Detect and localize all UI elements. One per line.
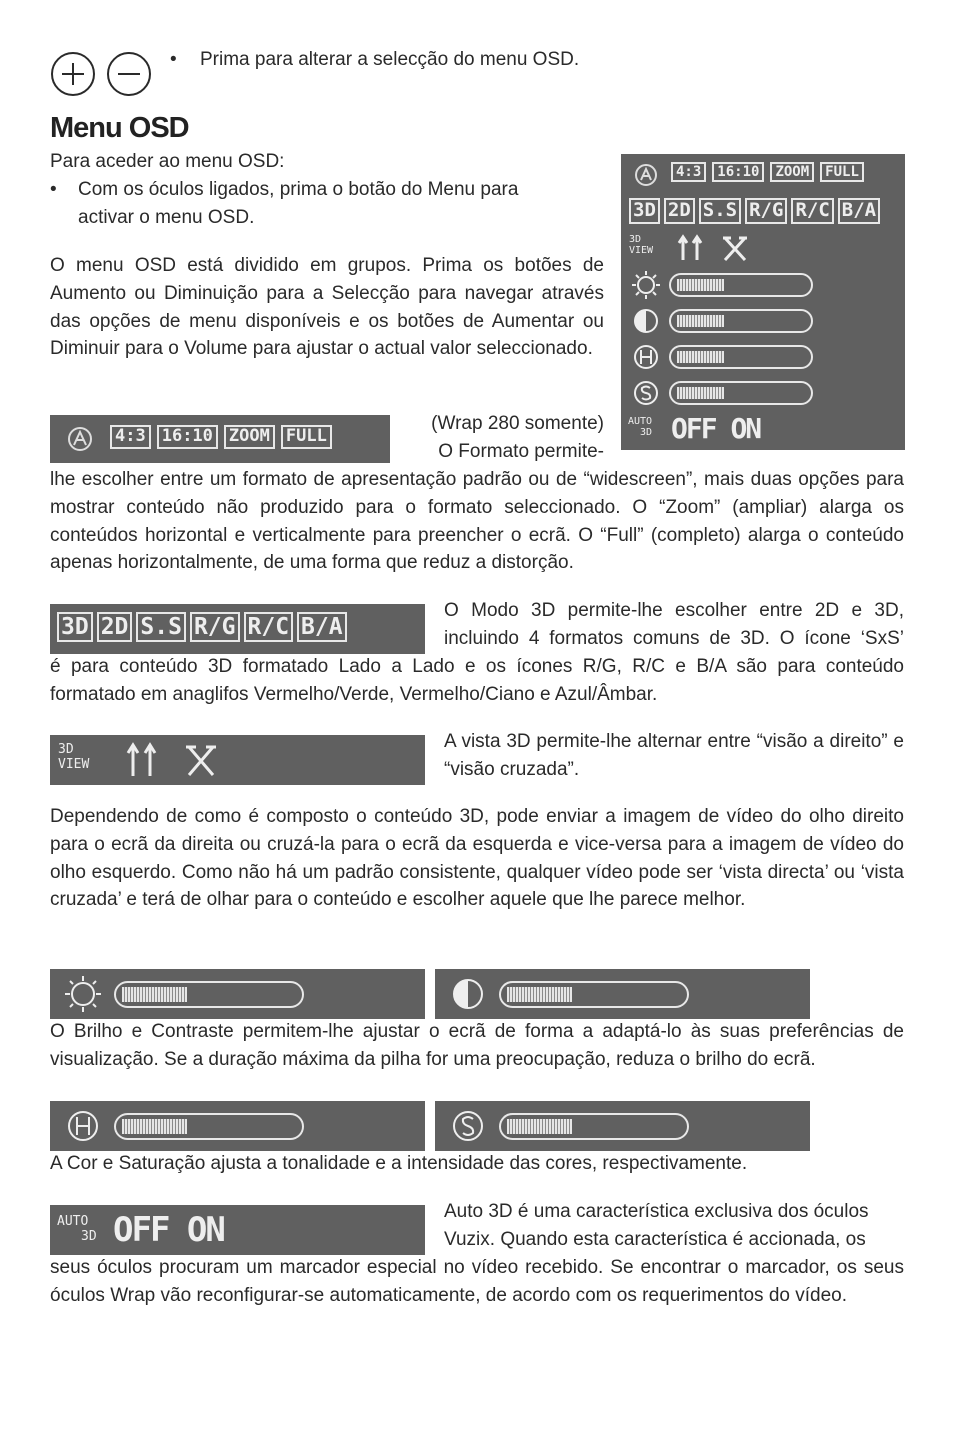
color-paragraph: A Cor e Saturação ajusta a tonalidade e a intensidade das cores, respectivamente. — [50, 1153, 748, 1174]
on-option[interactable]: ON — [186, 1210, 224, 1250]
saturation-fill — [677, 387, 724, 399]
view-strip — [50, 735, 425, 785]
saturation-bar[interactable] — [669, 381, 813, 405]
hue-bar[interactable] — [669, 345, 813, 369]
direct-view-icon — [677, 234, 705, 262]
auto3d-label: AUTO 3D — [57, 1214, 97, 1244]
plus-circle-icon — [51, 52, 95, 96]
contrast-bar[interactable] — [669, 309, 813, 333]
mode-paragraph: é para conteúdo 3D formatado Lado a Lado e os ícones R/G, R/C e B/A são para conteúdo formatado em anaglifos Vermelho/Verde, Vermelho/Ciano e Azul/Âmbar. — [50, 656, 904, 705]
cross-view-icon — [721, 234, 749, 262]
intro-bullet-text: Com os óculos ligados, prima o botão do Menu para activar o menu OSD. — [78, 179, 519, 228]
auto3d-options — [113, 1210, 224, 1250]
auto3d-line2: Vuzix. Quando esta característica é accionada, os — [444, 1229, 866, 1250]
brightness-bar[interactable] — [669, 273, 813, 297]
hue-fill — [122, 1119, 187, 1134]
saturation-strip — [435, 1101, 810, 1151]
depend-paragraph: Dependendo de como é composto o conteúdo 3D, pode enviar a imagem de vídeo do olho direito para o ecrã da direita ou cruzá-la para o ecrã da esquerda e vice-versa para a imagem de vídeo do olho esquerdo. Como não há um padrão consistente, qualquer vídeo pode ser ‘vista directa’ ou ‘vista cruzada’ e terá de olhar para o conteúdo e escolher aquele que lhe parece melhor. — [50, 806, 904, 911]
contrast-icon — [632, 307, 660, 335]
hue-strip — [50, 1101, 425, 1151]
contrast-fill — [677, 315, 724, 327]
brightness-bar[interactable] — [114, 981, 304, 1008]
format-options-row: 4:3 16:10 ZOOM FULL — [110, 425, 332, 449]
auto3d-paragraph: seus óculos procuram um marcador especial no vídeo recebido. Se encontrar o marcador, os seus óculos Wrap vão reconfigurar-se automaticamente, de acordo com os requerimentos do vídeo. — [50, 1257, 904, 1306]
saturation-bar[interactable] — [499, 1113, 689, 1140]
brightness-paragraph: O Brilho e Contraste permitem-lhe ajustar o ecrã de forma a adaptá-lo às suas preferências de visualização. Se a duração máxima da pilha for uma preocupação, reduza o brilho do ecrã. — [50, 1021, 904, 1070]
aspect-icon — [633, 162, 659, 188]
intro-line: Para aceder ao menu OSD: — [50, 151, 285, 172]
page-title: Menu OSD — [50, 112, 189, 144]
mode-strip — [50, 604, 425, 654]
auto3d-label: AUTO 3D — [628, 416, 653, 438]
bullet-dot: • — [50, 179, 57, 200]
auto3d-strip — [50, 1205, 425, 1255]
mode-line1: O Modo 3D permite-lhe escolher entre 2D e 3D, — [444, 600, 904, 621]
auto3d-line1: Auto 3D é uma característica exclusiva dos óculos — [444, 1201, 869, 1222]
direct-view-icon — [126, 742, 160, 778]
saturation-fill — [507, 1119, 572, 1134]
off-option[interactable]: OFF — [671, 412, 716, 445]
contrast-strip — [435, 969, 810, 1019]
view-label: 3D VIEW — [58, 742, 90, 772]
brightness-icon — [63, 974, 103, 1014]
format-line2: O Formato permite- — [438, 441, 604, 462]
saturation-icon — [632, 379, 660, 407]
auto3d-options — [671, 412, 760, 445]
format-paragraph: lhe escolher entre um formato de apresentação padrão ou de “widescreen”, mais duas opções para mostrar conteúdo não produzido para o formato seleccionado. O “Zoom” (ampliar) alarga os conteúdos horizontal e verticalmente para preencher o ecrã. O “Full” (completo) alarga o conteúdo apenas horizontalmente, de uma forma que reduz a distorção. — [50, 469, 904, 574]
cross-view-icon — [184, 742, 218, 778]
mode-options-row: 3D 2D S.S R/G R/C B/A — [57, 612, 347, 642]
brightness-icon — [631, 270, 661, 300]
mode-line2: incluindo 4 formatos comuns de 3D. O ícone ‘SxS’ — [444, 628, 904, 649]
hue-bar[interactable] — [114, 1113, 304, 1140]
brightness-fill — [677, 279, 724, 291]
contrast-fill — [507, 987, 572, 1002]
format-strip — [50, 415, 390, 463]
minus-circle-icon — [107, 52, 151, 96]
view-label: 3D VIEW — [629, 234, 654, 256]
brightness-strip — [50, 969, 425, 1019]
mode-options-row: 3D 2D S.S R/G R/C B/A — [629, 198, 880, 224]
brightness-fill — [122, 987, 187, 1002]
osd-menu-panel — [621, 154, 905, 450]
top-bullet-text: Prima para alterar a selecção do menu OSD. — [200, 49, 580, 70]
saturation-icon — [450, 1108, 486, 1144]
hue-fill — [677, 351, 724, 363]
contrast-bar[interactable] — [499, 981, 689, 1008]
view-paragraph: A vista 3D permite-lhe alternar entre “visão a direito” e “visão cruzada”. — [444, 731, 904, 780]
hue-icon — [65, 1108, 101, 1144]
groups-paragraph: O menu OSD está dividido em grupos. Prima os botões de Aumento ou Diminuição para a Selecção para navegar através das opções de menu disponíveis e os botões de Aumentar ou Diminuir para o Volume para ajustar o actual valor seleccionado. — [50, 255, 604, 360]
off-option[interactable]: OFF — [113, 1210, 169, 1250]
hue-icon — [632, 343, 660, 371]
bullet-dot: • — [170, 49, 177, 70]
aspect-icon — [66, 425, 94, 453]
format-line1: (Wrap 280 somente) — [431, 413, 604, 434]
contrast-icon — [450, 976, 486, 1012]
format-options-row: 4:3 16:10 ZOOM FULL — [671, 162, 870, 182]
on-option[interactable]: ON — [730, 412, 761, 445]
